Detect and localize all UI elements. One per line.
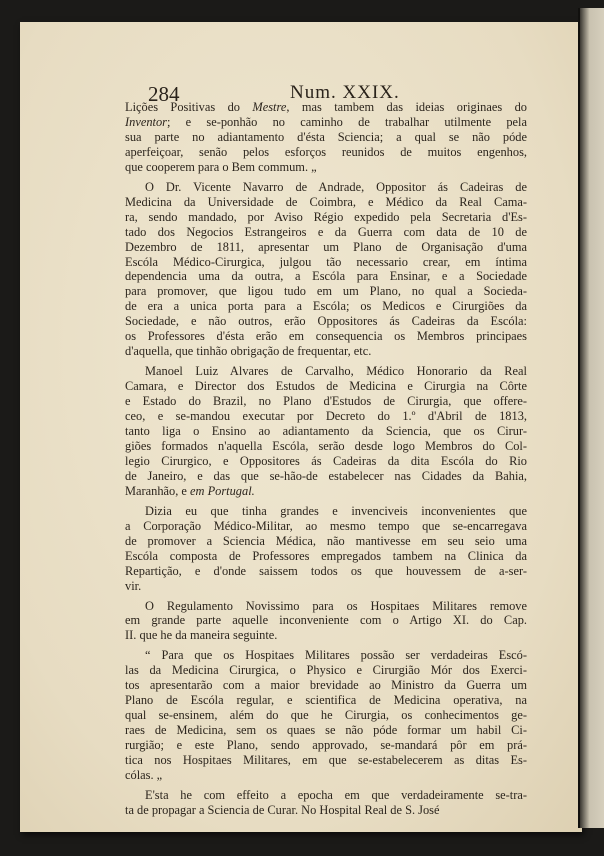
- text-line: [125, 409, 527, 424]
- text-run: ceo, e se-mandou executar por Decreto do 1.º d'Abril de 1813,: [125, 409, 527, 424]
- text-run: Medicina da Universidade de Coimbra, e Médico da Real Cama-: [125, 194, 527, 209]
- text-run: las da Medicina Cirurgica, o Physico e Cirurgião Mór dos Exerci-: [125, 663, 527, 678]
- text-line: [125, 269, 527, 284]
- body-text: [125, 100, 527, 818]
- text-run: sua parte no adiantamento d'ésta Sciencia; a qual se não póde: [125, 129, 527, 144]
- text-line: [125, 180, 527, 195]
- text-run: Escóla composta de Professores empregados tambem na Clinica da: [125, 548, 527, 563]
- book-edge: [578, 8, 604, 828]
- text-line: [125, 115, 527, 130]
- text-run: tos apresentarão com a maior brevidade ao Ministro da Guerra um: [125, 678, 527, 693]
- paragraph: [125, 504, 527, 594]
- text-line: [125, 284, 527, 299]
- text-run: vir.: [125, 578, 142, 593]
- text-run: O Dr. Vicente Navarro de Andrade, Oppositor ás Cadeiras de: [145, 179, 527, 194]
- text-line: [125, 504, 527, 519]
- text-run: tanto liga o Ensino ao adiantamento da Sciencia, que os Cirur-: [125, 424, 527, 439]
- text-line: [125, 240, 527, 255]
- text-run: II. que he da maneira seguinte.: [125, 628, 278, 643]
- paragraph: [125, 599, 527, 644]
- text-line: [125, 439, 527, 454]
- text-line: [125, 100, 527, 115]
- text-run: aperfeiçoar, senão pelos esforços reunidos de muitos engenhos,: [125, 144, 527, 159]
- text-run: Lições Positivas do: [125, 100, 253, 114]
- text-line: [125, 344, 527, 359]
- paragraph: [125, 648, 527, 783]
- text-line: [125, 519, 527, 534]
- text-run: Camara, e Director dos Estudos de Medicina e Cirurgia na Côrte: [125, 379, 527, 394]
- text-line: [125, 803, 527, 818]
- text-line: [125, 454, 527, 469]
- text-line: [125, 255, 527, 270]
- italic-text: em Portugal.: [190, 483, 255, 498]
- paragraph: [125, 364, 527, 499]
- text-line: [125, 549, 527, 564]
- text-line: [125, 753, 527, 768]
- text-run: raes de Medicina, sem os quaes se não póde formar um habil Ci-: [125, 723, 527, 738]
- text-run: giões formados n'aquella Escóla, serão desde logo Membros do Col-: [125, 438, 527, 453]
- text-run: , mas tambem das ideias originaes do: [286, 100, 527, 114]
- text-run: de Janeiro, e das que se-hão-de estabelecer nas Cidades da Bahia,: [125, 468, 527, 483]
- text-run: “ Para que os Hospitaes Militares possão ser verdadeiras Escó-: [145, 648, 527, 663]
- text-line: [125, 723, 527, 738]
- text-line: [125, 663, 527, 678]
- text-line: [125, 613, 527, 628]
- text-run: legio Cirurgico, e Oppositores ás Cadeiras da dita Escóla do Rio: [125, 453, 527, 468]
- text-run: d'aquella, que tinhão obrigação de frequentar, etc.: [125, 344, 372, 359]
- text-line: [125, 314, 527, 329]
- text-line: [125, 145, 527, 160]
- text-run: tica nos Hospitaes Militares, em que se-estabelecerem as ditas Es-: [125, 753, 527, 768]
- text-line: [125, 648, 527, 663]
- text-run: a Corporação Médico-Militar, ao mesmo tempo que se-encarregava: [125, 518, 527, 533]
- text-run: tado dos Negocios Estrangeiros e da Guerra com data de 10 de: [125, 224, 527, 239]
- text-line: [125, 768, 527, 783]
- text-line: [125, 469, 527, 484]
- text-run: dependencia uma da outra, a Escóla para Ensinar, e a Sociedade: [125, 269, 527, 284]
- text-line: [125, 299, 527, 314]
- text-line: [125, 130, 527, 145]
- text-run: qual se-ensinem, além do que he Cirurgia, os conhecimentos ge-: [125, 708, 527, 723]
- text-line: [125, 534, 527, 549]
- text-run: em grande parte aquelle inconveniente com o Artigo XI. do Cap.: [125, 613, 527, 628]
- running-title: Num. XXIX.: [290, 82, 400, 103]
- text-run: e Estado do Brazil, no Plano d'Estudos de Cirurgia, que offere-: [125, 394, 527, 409]
- paragraph: [125, 100, 527, 175]
- text-run: que cooperem para o Bem commum. „: [125, 159, 317, 174]
- text-line: [125, 394, 527, 409]
- text-line: [125, 693, 527, 708]
- text-line: [125, 788, 527, 803]
- text-run: cólas. „: [125, 767, 163, 782]
- paragraph: [125, 180, 527, 359]
- italic-text: Inventor: [125, 114, 167, 129]
- text-line: [125, 424, 527, 439]
- text-run: ra, sendo mandado, por Aviso Régio expedido pela Secretaria d'Es-: [125, 209, 527, 224]
- text-line: [125, 579, 527, 594]
- text-line: [125, 329, 527, 344]
- text-run: rurgião; e este Plano, sendo approvado, se-mandará pôr em prá-: [125, 738, 527, 753]
- text-line: [125, 599, 527, 614]
- text-run: Sociedade, e não outros, erão Oppositores ás Cadeiras da Escóla:: [125, 314, 527, 329]
- paragraph: [125, 788, 527, 818]
- text-run: Dezembro de 1811, apresentar um Plano de Organisação d'uma: [125, 239, 527, 254]
- text-run: O Regulamento Novissimo para os Hospitaes Militares remove: [145, 598, 527, 613]
- text-run: Dizia eu que tinha grandes e invenciveis inconvenientes que: [145, 503, 527, 518]
- text-run: Escóla Médico-Cirurgica, julgou tão necessario crear, em íntima: [125, 254, 527, 269]
- text-line: [125, 708, 527, 723]
- text-line: [125, 628, 527, 643]
- text-line: [125, 738, 527, 753]
- text-line: [125, 484, 527, 499]
- text-run: de era a unica porta para a Escóla; os Medicos e Cirurgiões da: [125, 299, 527, 314]
- text-line: [125, 210, 527, 225]
- text-line: [125, 364, 527, 379]
- text-run: Manoel Luiz Alvares de Carvalho, Médico Honorario da Real: [145, 364, 527, 379]
- page-number: 284: [148, 82, 180, 106]
- text-line: [125, 564, 527, 579]
- text-run: Plano de Escóla regular, e scientifica de Medicina operativa, na: [125, 693, 527, 708]
- text-run: ta de propagar a Sciencia de Curar. No Hospital Real de S. José: [125, 802, 440, 817]
- text-line: [125, 195, 527, 210]
- text-line: [125, 678, 527, 693]
- text-line: [125, 160, 527, 175]
- text-run: para promover, que ligou tudo em um Plano, no qual a Socieda-: [125, 284, 527, 299]
- text-run: Maranhão, e: [125, 483, 191, 498]
- text-run: E'sta he com effeito a epocha em que verdadeiramente se-tra-: [145, 787, 527, 802]
- text-line: [125, 225, 527, 240]
- text-run: os Professores d'ésta erão em consequencia os Membros principaes: [125, 329, 527, 344]
- text-run: de promover a Sciencia Médica, não mantivesse em seu seio uma: [125, 533, 527, 548]
- text-line: [125, 379, 527, 394]
- text-run: Repartição, e d'onde saissem todos os que houvessem de a-ser-: [125, 563, 527, 578]
- italic-text: Mestre: [252, 100, 287, 114]
- text-run: ; e se-ponhão no caminho de trabalhar utilmente pela: [166, 114, 527, 129]
